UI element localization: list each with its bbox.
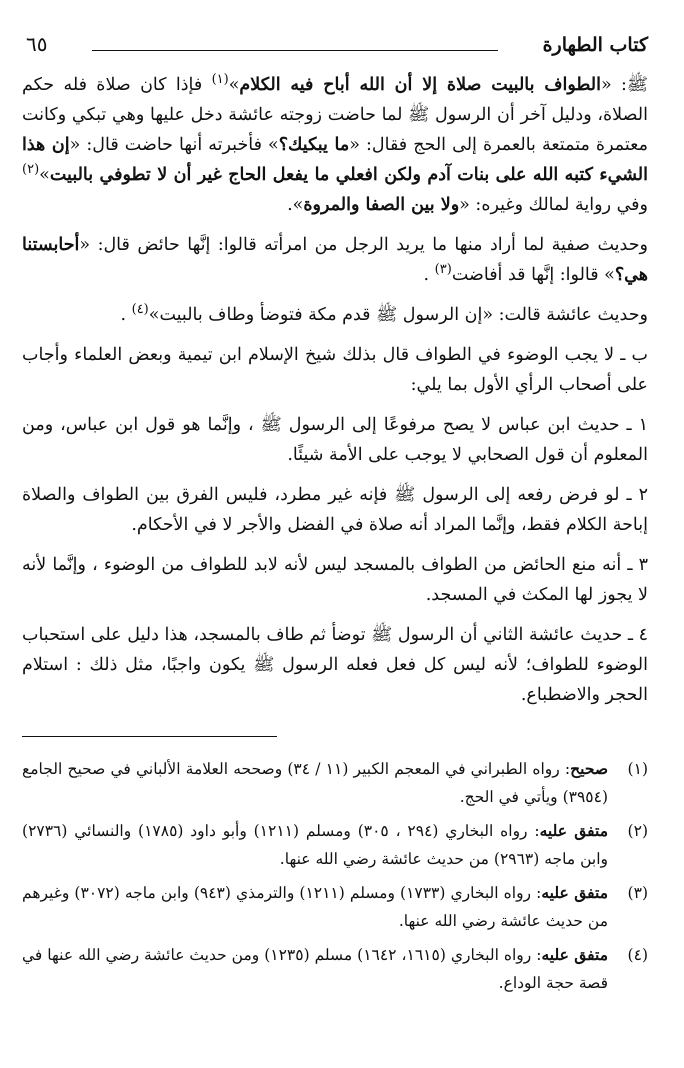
text-segment: ٣ ـ أنه منع الحائض من الطواف بالمسجد ليس لأنه لابد للطواف من الوضوء ، وإنَّما لأنه لا يجوز لها المكث في المسجد. [22,555,648,605]
footnote-reference: (١) [211,72,229,88]
hadith-quote: الطواف بالبيت صلاة إلا أن الله أباح فيه الكلام [239,75,601,95]
paragraph [22,550,648,610]
text-segment: ب ـ لا يجب الوضوء في الطواف قال بذلك شيخ الإسلام ابن تيمية وبعض العلماء وأجاب على أصحاب الرأي الأول بما يلي: [22,345,648,395]
hadith-quote: إن هذا الشيء كتبه الله على بنات آدم ولكن افعلي ما يفعل الحاج غير أن لا تطوفي بالبيت [22,135,648,185]
footnote-number: (٤) [627,946,648,964]
paragraph [22,300,648,330]
text-segment: . [423,265,435,285]
text-segment: ﷺ: « [600,75,648,95]
footnote-reference: (٤) [131,302,149,318]
hadith-quote: ولا بين الصفا والمروة [303,195,460,215]
footnote-reference: (٢) [22,162,40,178]
header-rule [92,50,498,51]
footnote-grade: صحيح [570,759,609,778]
paragraph [22,340,648,400]
text-segment: » فأخبرته أنها حاضت قال: « [69,135,279,155]
text-segment: وحديث عائشة قالت: «إن الرسول ﷺ قدم مكة فتوضأ وطاف بالبيت» [148,305,648,325]
hadith-quote: أحابستنا هي؟ [22,235,648,285]
text-segment: ٤ ـ حديث عائشة الثاني أن الرسول ﷺ توضأ ثم طاف بالمسجد، هذا دليل على استحباب الوضوء للطواف؛ لأنه ليس كل فعل فعله الرسول ﷺ يكون واجبًا، مثل ذلك : استلام الحجر والاضطباع. [22,625,648,705]
footnote-number: (١) [627,760,648,778]
footnote [22,941,648,997]
text-segment: وفي رواية لمالك وغيره: « [459,195,648,215]
paragraph [22,410,648,470]
paragraph [22,480,648,540]
footnotes [22,755,648,997]
text-segment: » [39,165,50,185]
paragraph [22,620,648,710]
footnote-text: : رواه البخاري (١٧٣٣) ومسلم (١٢١١) والترمذي (٩٤٣) وابن ماجه (٣٠٧٢) وغيرهم من حديث عائشة رضي الله عنها. [22,884,608,930]
footnote-grade: متفق عليه [539,821,608,840]
main-text [22,70,648,710]
footnote-text: : رواه الطبراني في المعجم الكبير (١١ / ٣٤) وصححه العلامة الألباني في صحيح الجامع (٣٩٥٤) ويأتي في الحج. [22,760,608,806]
footnote-separator [22,736,277,737]
text-segment: ١ ـ حديث ابن عباس لا يصح مرفوعًا إلى الرسول ﷺ ، وإنَّما هو قول ابن عباس، ومن المعلوم أن قول الصحابي لا يوجب على الأمة شيئًا. [22,415,648,465]
paragraph [22,230,648,290]
text-segment: . [120,305,132,325]
text-segment: » [228,75,240,95]
page-header [22,30,648,64]
chapter-title: كتاب الطهارة [542,34,648,56]
footnote-text: : رواه البخاري (٢٩٤ ، ٣٠٥) ومسلم (١٢١١) وأبو داود (١٧٨٥) والنسائي (٢٧٣٦) وابن ماجه (٢٩٦٣) من حديث عائشة رضي الله عنها. [22,822,608,868]
text-segment: وحديث صفية لما أراد منها ما يريد الرجل من امرأته قالوا: إنَّها حائض قال: « [79,235,648,255]
footnote-number: (٣) [627,884,648,902]
footnote [22,817,648,873]
text-segment: » قالوا: إنَّها قد أفاضت [451,265,615,285]
footnote-number: (٢) [627,822,648,840]
text-segment: ». [287,195,304,215]
footnote-grade: متفق عليه [541,945,609,964]
page-number: ٦٥ [26,32,48,56]
footnote-grade: متفق عليه [541,883,609,902]
footnote-text: : رواه البخاري (١٦١٥، ١٦٤٢) مسلم (١٢٣٥) ومن حديث عائشة رضي الله عنها في قصة حجة الوداع. [22,946,608,992]
hadith-quote: ما يبكيك؟ [278,135,350,155]
footnote [22,755,648,811]
footnote [22,879,648,935]
text-segment: ٢ ـ لو فرض رفعه إلى الرسول ﷺ فإنه غير مطرد، فليس الفرق بين الطواف والصلاة إباحة الكلام فقط، وإنَّما المراد أنه صلاة في الفضل والأجر لا في الأحكام. [22,485,648,535]
text-segment: فإذا كان صلاة فله حكم الصلاة، ودليل آخر أن الرسول ﷺ لما حاضت زوجته عائشة دخل عليها وهي تبكي وكانت معتمرة متمتعة بالعمرة إلى الحج فقال: « [22,75,648,155]
paragraph [22,70,648,220]
footnote-reference: (٣) [434,262,452,278]
